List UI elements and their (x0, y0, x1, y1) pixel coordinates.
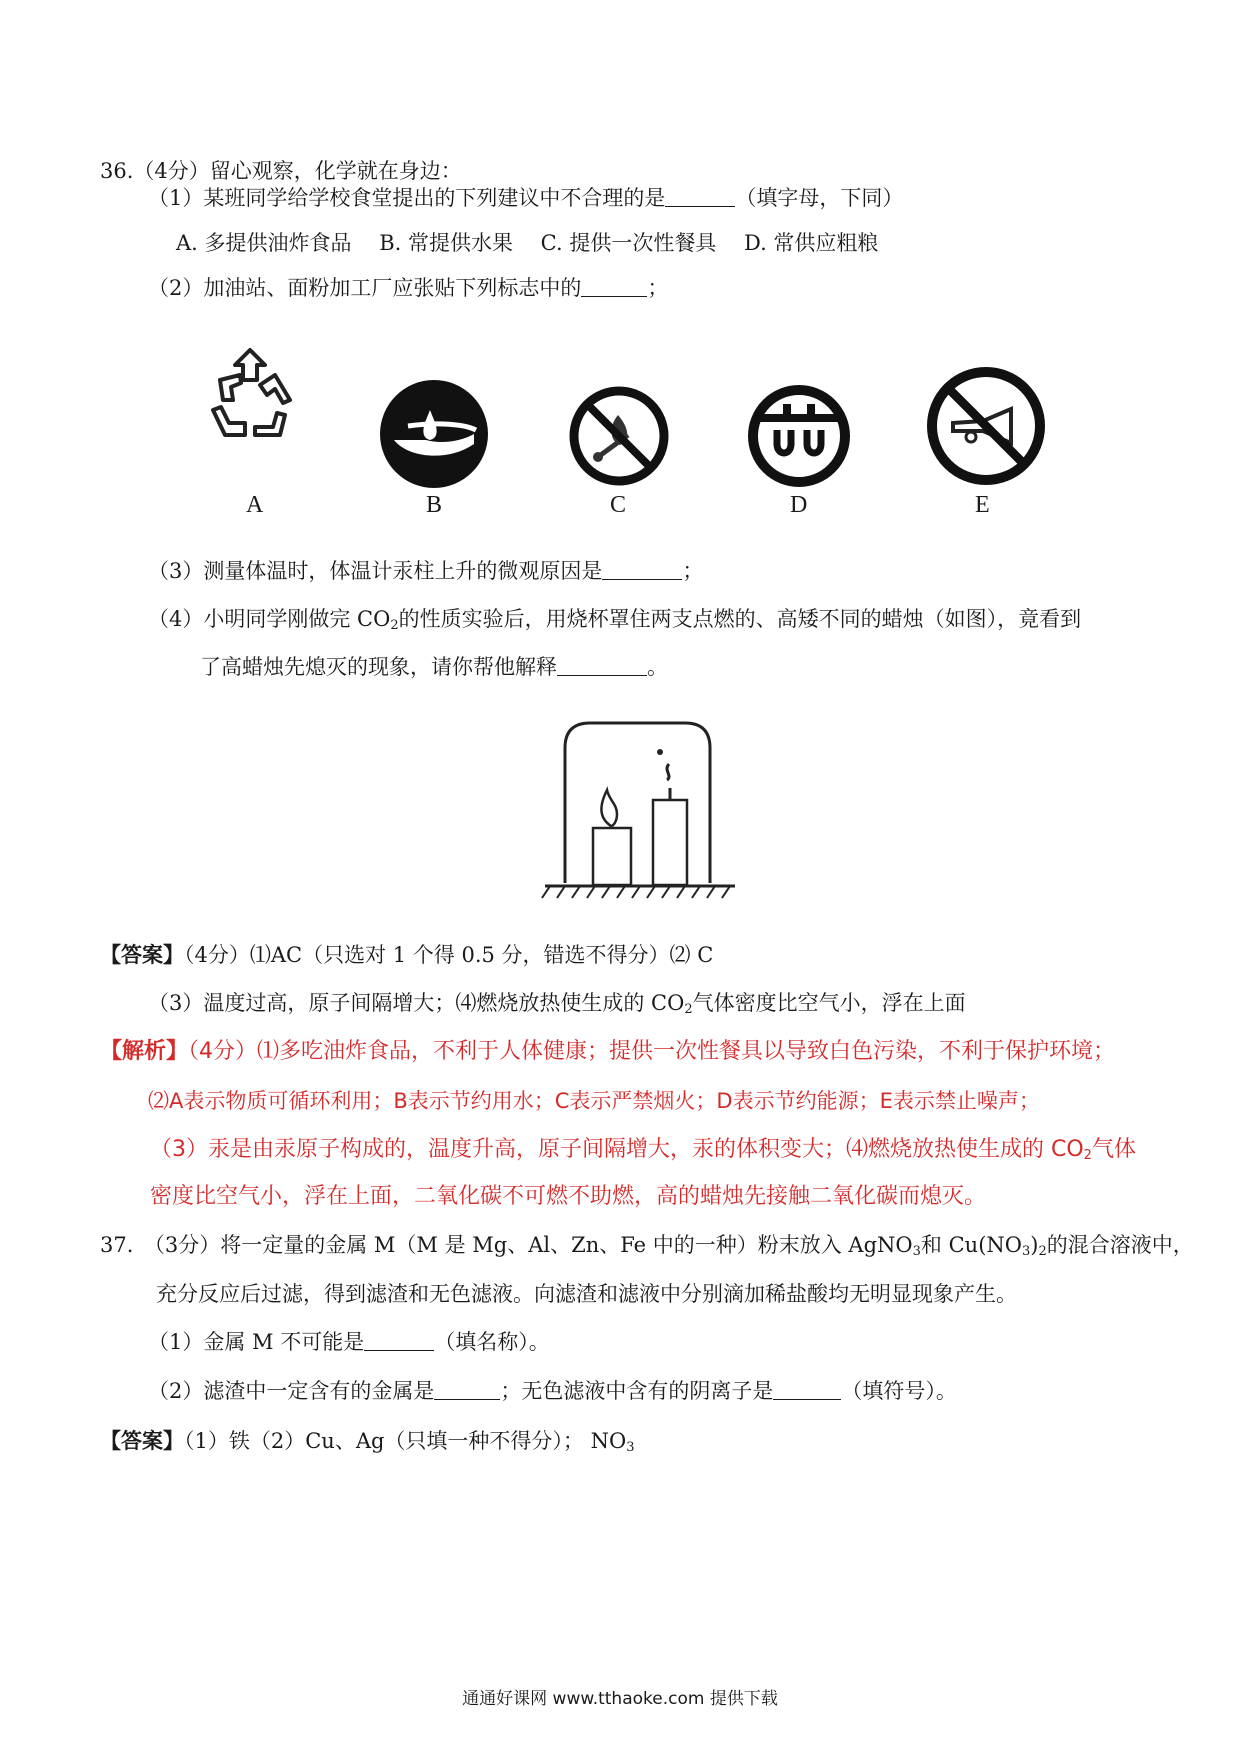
q37-answer-text: （1）铁（2）Cu、Ag（只填一种不得分）； NO (184, 1429, 627, 1453)
q36-part3-suffix: ； (682, 559, 704, 583)
q36-header: 36.（4分）留心观察，化学就在身边： (100, 159, 462, 183)
answer-blank[interactable] (581, 274, 647, 297)
answer-blank[interactable] (602, 557, 682, 580)
q37-text-d: 的混合溶液中， (1046, 1233, 1194, 1257)
q36-answer (100, 940, 713, 970)
q37-line1 (100, 1230, 1194, 1267)
q36-analysis-text-1: （4分）⑴多吃油炸食品，不利于人体健康；提供一次性餐具以导致白色污染，不利于保护环境； (188, 1039, 1116, 1064)
q36-part4-line2 (200, 652, 668, 682)
no-horn-icon (925, 365, 1047, 487)
q36-analysis-text-3a: （3）汞是由汞原子构成的，温度升高，原子间隔增大，汞的体积变大；⑷燃烧放热使生成的 CO (150, 1137, 1084, 1162)
q36-answer-line2 (148, 988, 966, 1025)
q36-part4 (148, 604, 1081, 641)
subscript: 2 (1083, 1148, 1092, 1163)
q37-part2-text: （2）滤渣中一定含有的金属是 (148, 1379, 435, 1403)
q37-part2 (148, 1376, 957, 1406)
q36-part2-text: （2）加油站、面粉加工厂应张贴下列标志中的 (148, 276, 582, 300)
sign-label-b: B (426, 492, 443, 518)
answer-blank[interactable] (665, 184, 735, 207)
subscript: 3 (1021, 1244, 1031, 1259)
q36-options: A. 多提供油炸食品 B. 常提供水果 C. 提供一次性餐具 D. 常供应粗粮 (176, 231, 879, 255)
q37-part2-mid: ；无色滤液中含有的阴离子是 (500, 1379, 774, 1403)
q37-part1-suffix: （填名称）。 (434, 1330, 550, 1354)
subscript: 2 (684, 1002, 693, 1017)
recycle-icon (205, 345, 305, 445)
q36-part1-suffix: （填字母，下同） (735, 186, 904, 210)
answer-blank[interactable] (434, 1377, 500, 1400)
q36-analysis-line4: 密度比空气小，浮在上面，二氧化碳不可燃不助燃，高的蜡烛先接触二氧化碳而熄灭。 (150, 1184, 987, 1209)
q36-part2-suffix: ； (647, 276, 669, 300)
q36-part4-text-b: 的性质实验后，用烧杯罩住两支点燃的、高矮不同的蜡烛（如图），竟看到 (398, 607, 1082, 631)
water-saving-icon (378, 378, 490, 490)
q36-part4-text-a: （4）小明同学刚做完 CO (148, 607, 391, 631)
subscript: 3 (626, 1440, 635, 1455)
energy-saving-icon (747, 384, 851, 488)
sign-label-c: C (610, 492, 627, 518)
answer-tag: 【答案】 (100, 942, 184, 967)
q36-part1-text: （1）某班同学给学校食堂提出的下列建议中不合理的是 (148, 186, 666, 210)
candle-beaker-figure (535, 718, 745, 928)
analysis-tag: 【解析】 (100, 1039, 189, 1064)
q36-part2 (148, 273, 668, 303)
sign-label-e: E (975, 492, 990, 518)
sign-label-a: A (246, 492, 264, 518)
answer-blank[interactable] (557, 653, 647, 676)
q37-text-b: 和 Cu(NO (920, 1233, 1022, 1257)
q36-analysis-text-3b: 气体 (1091, 1137, 1136, 1162)
q36-part4-line2-text: 了高蜡烛先熄灭的现象，请你帮他解释 (200, 655, 557, 679)
q36-analysis-line2: ⑵A表示物质可循环利用；B表示节约用水；C表示严禁烟火；D表示节约能源；E表示禁止噪声； (148, 1089, 1040, 1113)
q36-part3-text: （3）测量体温时，体温计汞柱上升的微观原因是 (148, 559, 603, 583)
footer-credit: 通通好课网 www.tthaoke.com 提供下载 (462, 1689, 778, 1709)
q36-part1 (148, 183, 903, 213)
q36-part4-line2-suffix: 。 (647, 655, 668, 679)
answer-blank[interactable] (773, 1377, 841, 1400)
q37-answer (100, 1426, 634, 1463)
q37-text-a: 37. （3分）将一定量的金属 M（M 是 Mg、Al、Zn、Fe 中的一种）粉末放入 AgNO (100, 1233, 913, 1257)
q36-answer-text-2b: 气体密度比空气小，浮在上面 (692, 991, 966, 1015)
answer-tag: 【答案】 (100, 1428, 184, 1453)
sign-label-d: D (790, 492, 808, 518)
subscript: 3 (912, 1244, 921, 1259)
q36-analysis-line1 (100, 1037, 1115, 1067)
q36-part3 (148, 556, 703, 586)
q37-part1-text: （1）金属 M 不可能是 (148, 1330, 365, 1354)
q36-analysis-line3 (150, 1135, 1136, 1171)
q36-answer-text: （4分）⑴AC（只选对 1 个得 0.5 分，错选不得分）⑵ C (184, 943, 714, 967)
answer-blank[interactable] (364, 1328, 434, 1351)
subscript: 2 (390, 618, 399, 633)
subscript: 2 (1038, 1244, 1047, 1259)
no-fire-icon (568, 385, 670, 487)
q37-part1 (148, 1327, 550, 1357)
q36-answer-text-2a: （3）温度过高，原子间隔增大；⑷燃烧放热使生成的 CO (148, 991, 685, 1015)
q37-part2-suffix: （填符号）。 (841, 1379, 957, 1403)
q37-line2: 充分反应后过滤，得到滤渣和无色滤液。向滤渣和滤液中分别滴加稀盐酸均无明显现象产生。 (156, 1282, 1017, 1306)
q37-text-c: ) (1030, 1233, 1039, 1257)
